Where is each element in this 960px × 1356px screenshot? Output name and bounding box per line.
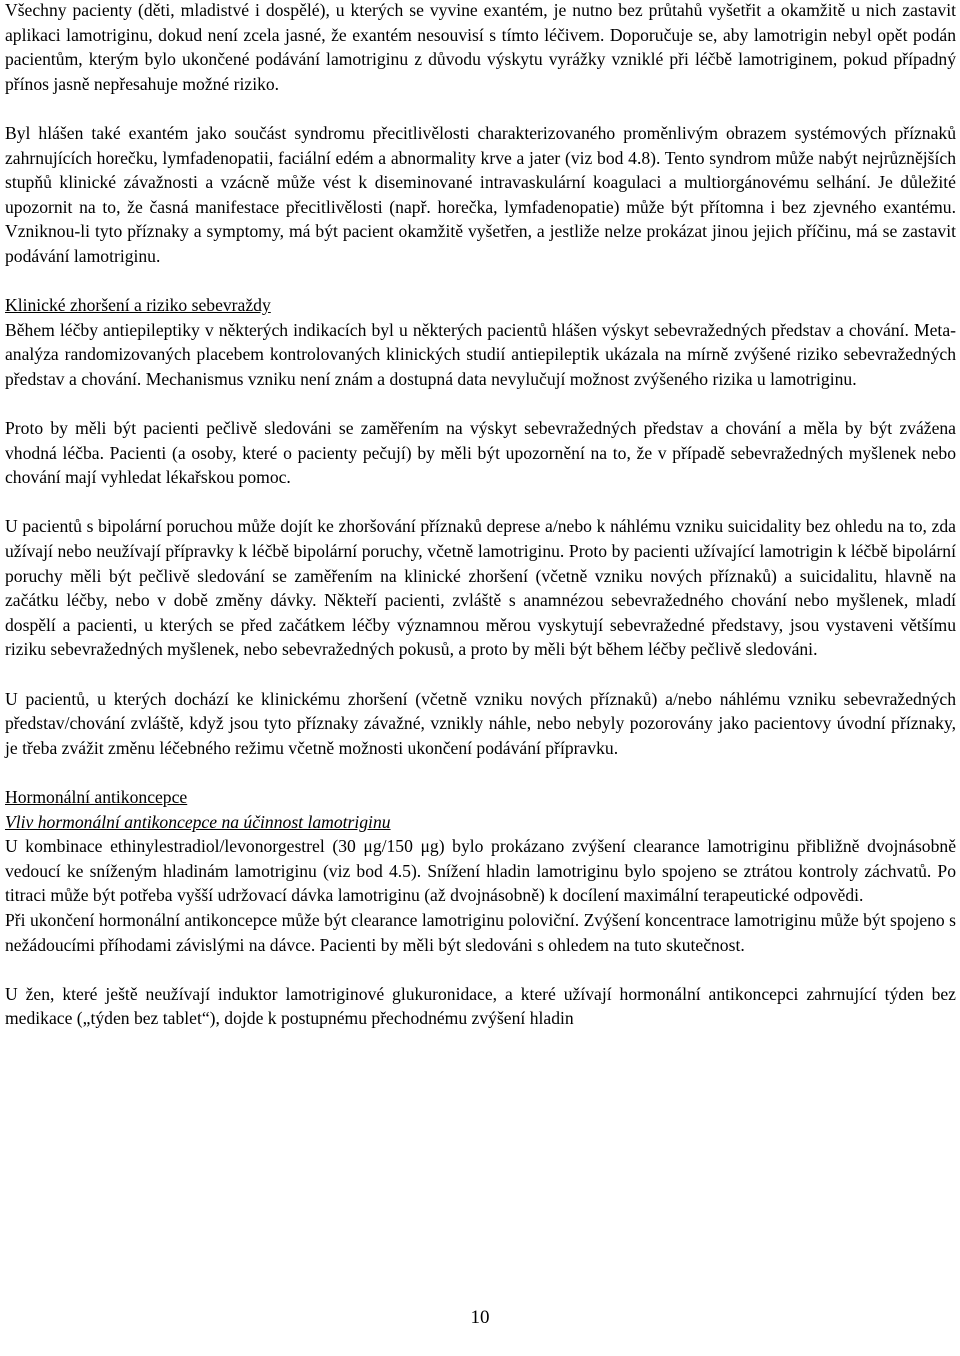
paragraph-contraception-discontinuation: Při ukončení hormonální antikoncepce může být clearance lamotriginu poloviční. Zvýšení koncentrace lamotriginu může být spojeno s nežádoucími příhodami závislými na dávce. Pacienti by měli být sledováni s ohledem na tuto skutečnost.	[5, 909, 956, 955]
paragraph-ethinylestradiol-levonorgestrel: U kombinace ethinylestradiol/levonorgestrel (30 μg/150 μg) bylo prokázano zvýšení clearance lamotriginu přibližně dvojnásobně vedoucí ke sníženým hladinám lamotriginu (viz bod 4.5). Snížení hladin lamotriginu bylo spojeno se ztrátou kontroly záchvatů. Po titraci může být potřeba vyšší udržovací dávka lamotriginu (až dvojnásobně) k docílení maximální terapeutické odpovědi.	[5, 836, 956, 906]
paragraph-rash-examination: Všechny pacienty (děti, mladistvé i dospělé), u kterých se vyvine exantém, je nutno bez průtahů vyšetřit a okamžitě u nich zastavit aplikaci lamotriginu, dokud není zcela jasné, že exantém nesouvisí s tímto léčivem. Doporučuje se, aby lamotrigin nebyl opět podán pacientům, kterým bylo ukončené podávání lamotriginu z důvodu výskytu vyrážky vzniklé při léčbě lamotriginem, pokud případný přínos jasně nepřesahuje možné riziko.	[5, 0, 956, 94]
paragraph-treatment-change: U pacientů, u kterých dochází ke klinickému zhoršení (včetně vzniku nových příznaků) a/nebo náhlému vzniku sebevražedných představ/chování zvláště, když jsou tyto příznaky závažné, vznikly náhle, nebo nebyly pozorovány jako pacientovy úvodní příznaky, je třeba zvážit změnu léčebného režimu včetně možnosti ukončení podávání přípravku.	[5, 688, 956, 758]
paragraph-hypersensitivity-syndrome: Byl hlášen také exantém jako součást syndromu přecitlivělosti charakterizovaného proměnlivým obrazem systémových příznaků zahrnujících horečku, lymfadenopatii, faciální edém a abnormality krve a jater (viz bod 4.8). Tento syndrom může nabýt nejrůznějších stupňů klinické závažnosti a vzácně může vést k diseminované intravaskulární koagulaci a multiorgánovému selhání. Je důležité upozornit na to, že časná manifestace přecitlivělosti (např. horečka, lymfadenopatie) může být přítomna i bez zjevného exantému. Vzniknou-li tyto příznaky a symptomy, má být pacient okamžitě vyšetřen, a jestliže nelze prokázat jinou jejich příčinu, má se zastavit podávání lamotriginu.	[5, 122, 956, 266]
page-number: 10	[470, 1307, 490, 1328]
heading-clinical-worsening-suicide: Klinické zhoršení a riziko sebevraždy	[5, 295, 271, 316]
document-page	[5, 0, 956, 1031]
paragraph-pill-free-week: U žen, které ještě neužívají induktor lamotriginové glukuronidace, a které užívají hormonální antikoncepci zahrnující týden bez medikace („týden bez tablet“), dojde k postupnému přechodnému zvýšení hladin	[5, 983, 956, 1029]
heading-hormonal-contraception: Hormonální antikoncepce	[5, 787, 188, 807]
paragraph-bipolar-disorder: U pacientů s bipolární poruchou může dojít ke zhoršování příznaků deprese a/nebo k náhlému vzniku suicidality bez ohledu na to, zda užívají nebo neužívají přípravky k léčbě bipolární poruchy, včetně lamotriginu. Proto by pacienti užívající lamotrigin k léčbě bipolární poruchy měli být pečlivě sledování se zaměřením na klinické zhoršení (včetně vzniku nových příznaků) a suicidalitu, hlavně na začátku léčby, nebo v době změny dávky. Někteří pacienti, zvláště s anamnézou sebevražedného chování nebo myšlenek, mladí dospělí a pacienti, u kterých se před začátkem léčby významnou měrou vyskytují sebevražedné představy, jsou vystaveni většímu riziku sebevražedných myšlenek, nebo sebevražedných pokusů, a proto by měli být během léčby pečlivě sledováni.	[5, 516, 956, 660]
subheading-contraception-effect: Vliv hormonální antikoncepce na účinnost lamotriginu	[5, 811, 391, 832]
paragraph-patient-monitoring: Proto by měli být pacienti pečlivě sledováni se zaměřením na výskyt sebevražedných představ a chování a měla by být zvážena vhodná léčba. Pacienti (a osoby, které o pacienty pečují) by měli být upozornění na to, že v případě sebevražedných myšlenek nebo chování mají vyhledat lékařskou pomoc.	[5, 418, 956, 488]
paragraph-suicidal-ideation: Během léčby antiepileptiky v některých indikacích byl u některých pacientů hlášen výskyt sebevražedných představ a chování. Meta-analýza randomizovaných placebem kontrolovaných klinických studií antiepileptik ukázala na mírně zvýšené riziko sebevražedných představ a chování. Mechanismus vzniku není znám a dostupná data nevylučují možnost zvýšeného rizika u lamotriginu.	[5, 319, 956, 389]
